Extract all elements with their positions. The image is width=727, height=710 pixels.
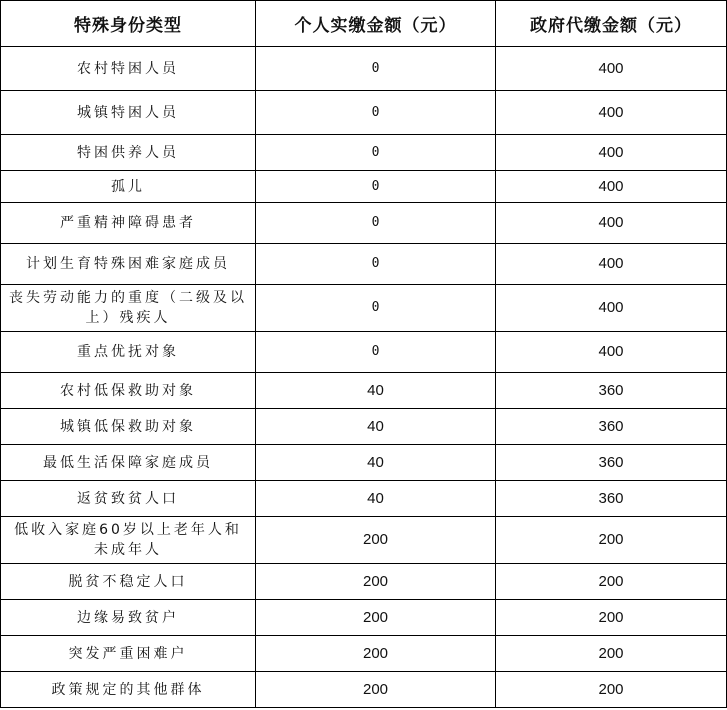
table-row [1,91,727,135]
personal-amount-cell: 40 [256,481,496,517]
identity-type-cell: 边缘易致贫户 [1,600,256,636]
personal-amount-cell: 200 [256,564,496,600]
table-row [1,373,727,409]
identity-type-cell: 特困供养人员 [1,135,256,171]
personal-amount-cell: 40 [256,409,496,445]
header-government-amount: 政府代缴金额（元） [496,1,727,47]
personal-amount-cell: 0 [256,244,496,285]
header-identity-type: 特殊身份类型 [1,1,256,47]
government-amount-cell: 200 [496,517,727,564]
personal-amount-cell: 0 [256,135,496,171]
government-amount-cell: 400 [496,285,727,332]
personal-amount-cell: 40 [256,373,496,409]
personal-amount-cell: 200 [256,600,496,636]
table-row [1,481,727,517]
government-amount-cell: 400 [496,47,727,91]
header-personal-amount: 个人实缴金额（元） [256,1,496,47]
table-row [1,47,727,91]
government-amount-cell: 400 [496,91,727,135]
identity-type-cell: 孤儿 [1,171,256,203]
identity-type-cell: 重点优抚对象 [1,332,256,373]
personal-amount-cell: 0 [256,91,496,135]
personal-amount-cell: 40 [256,445,496,481]
government-amount-cell: 360 [496,481,727,517]
identity-type-cell: 严重精神障碍患者 [1,203,256,244]
identity-type-cell: 返贫致贫人口 [1,481,256,517]
government-amount-cell: 400 [496,244,727,285]
personal-amount-cell: 0 [256,203,496,244]
personal-amount-cell: 200 [256,517,496,564]
table-row [1,517,727,564]
identity-type-cell: 政策规定的其他群体 [1,672,256,708]
table-row [1,203,727,244]
government-amount-cell: 200 [496,600,727,636]
government-amount-cell: 200 [496,672,727,708]
government-amount-cell: 400 [496,203,727,244]
identity-type-cell: 城镇特困人员 [1,91,256,135]
personal-amount-cell: 0 [256,285,496,332]
government-amount-cell: 400 [496,332,727,373]
identity-type-cell: 城镇低保救助对象 [1,409,256,445]
identity-type-cell: 计划生育特殊困难家庭成员 [1,244,256,285]
table-row [1,445,727,481]
government-amount-cell: 360 [496,373,727,409]
table-header-row [1,1,727,47]
identity-type-cell: 最低生活保障家庭成员 [1,445,256,481]
identity-type-cell: 低收入家庭60岁以上老年人和未成年人 [1,517,256,564]
identity-type-cell: 农村低保救助对象 [1,373,256,409]
identity-type-cell: 农村特困人员 [1,47,256,91]
table-row [1,672,727,708]
table-row [1,171,727,203]
identity-type-cell: 突发严重困难户 [1,636,256,672]
personal-amount-cell: 0 [256,171,496,203]
table-row [1,600,727,636]
table-row [1,244,727,285]
government-amount-cell: 200 [496,564,727,600]
government-amount-cell: 360 [496,445,727,481]
government-amount-cell: 400 [496,135,727,171]
personal-amount-cell: 0 [256,47,496,91]
government-amount-cell: 200 [496,636,727,672]
personal-amount-cell: 200 [256,672,496,708]
personal-amount-cell: 200 [256,636,496,672]
government-amount-cell: 400 [496,171,727,203]
government-amount-cell: 360 [496,409,727,445]
personal-amount-cell: 0 [256,332,496,373]
identity-type-cell: 丧失劳动能力的重度（二级及以上）残疾人 [1,285,256,332]
table-row [1,564,727,600]
table-row [1,409,727,445]
table-row [1,285,727,332]
table-row [1,332,727,373]
table-row [1,636,727,672]
identity-type-cell: 脱贫不稳定人口 [1,564,256,600]
table-row [1,135,727,171]
